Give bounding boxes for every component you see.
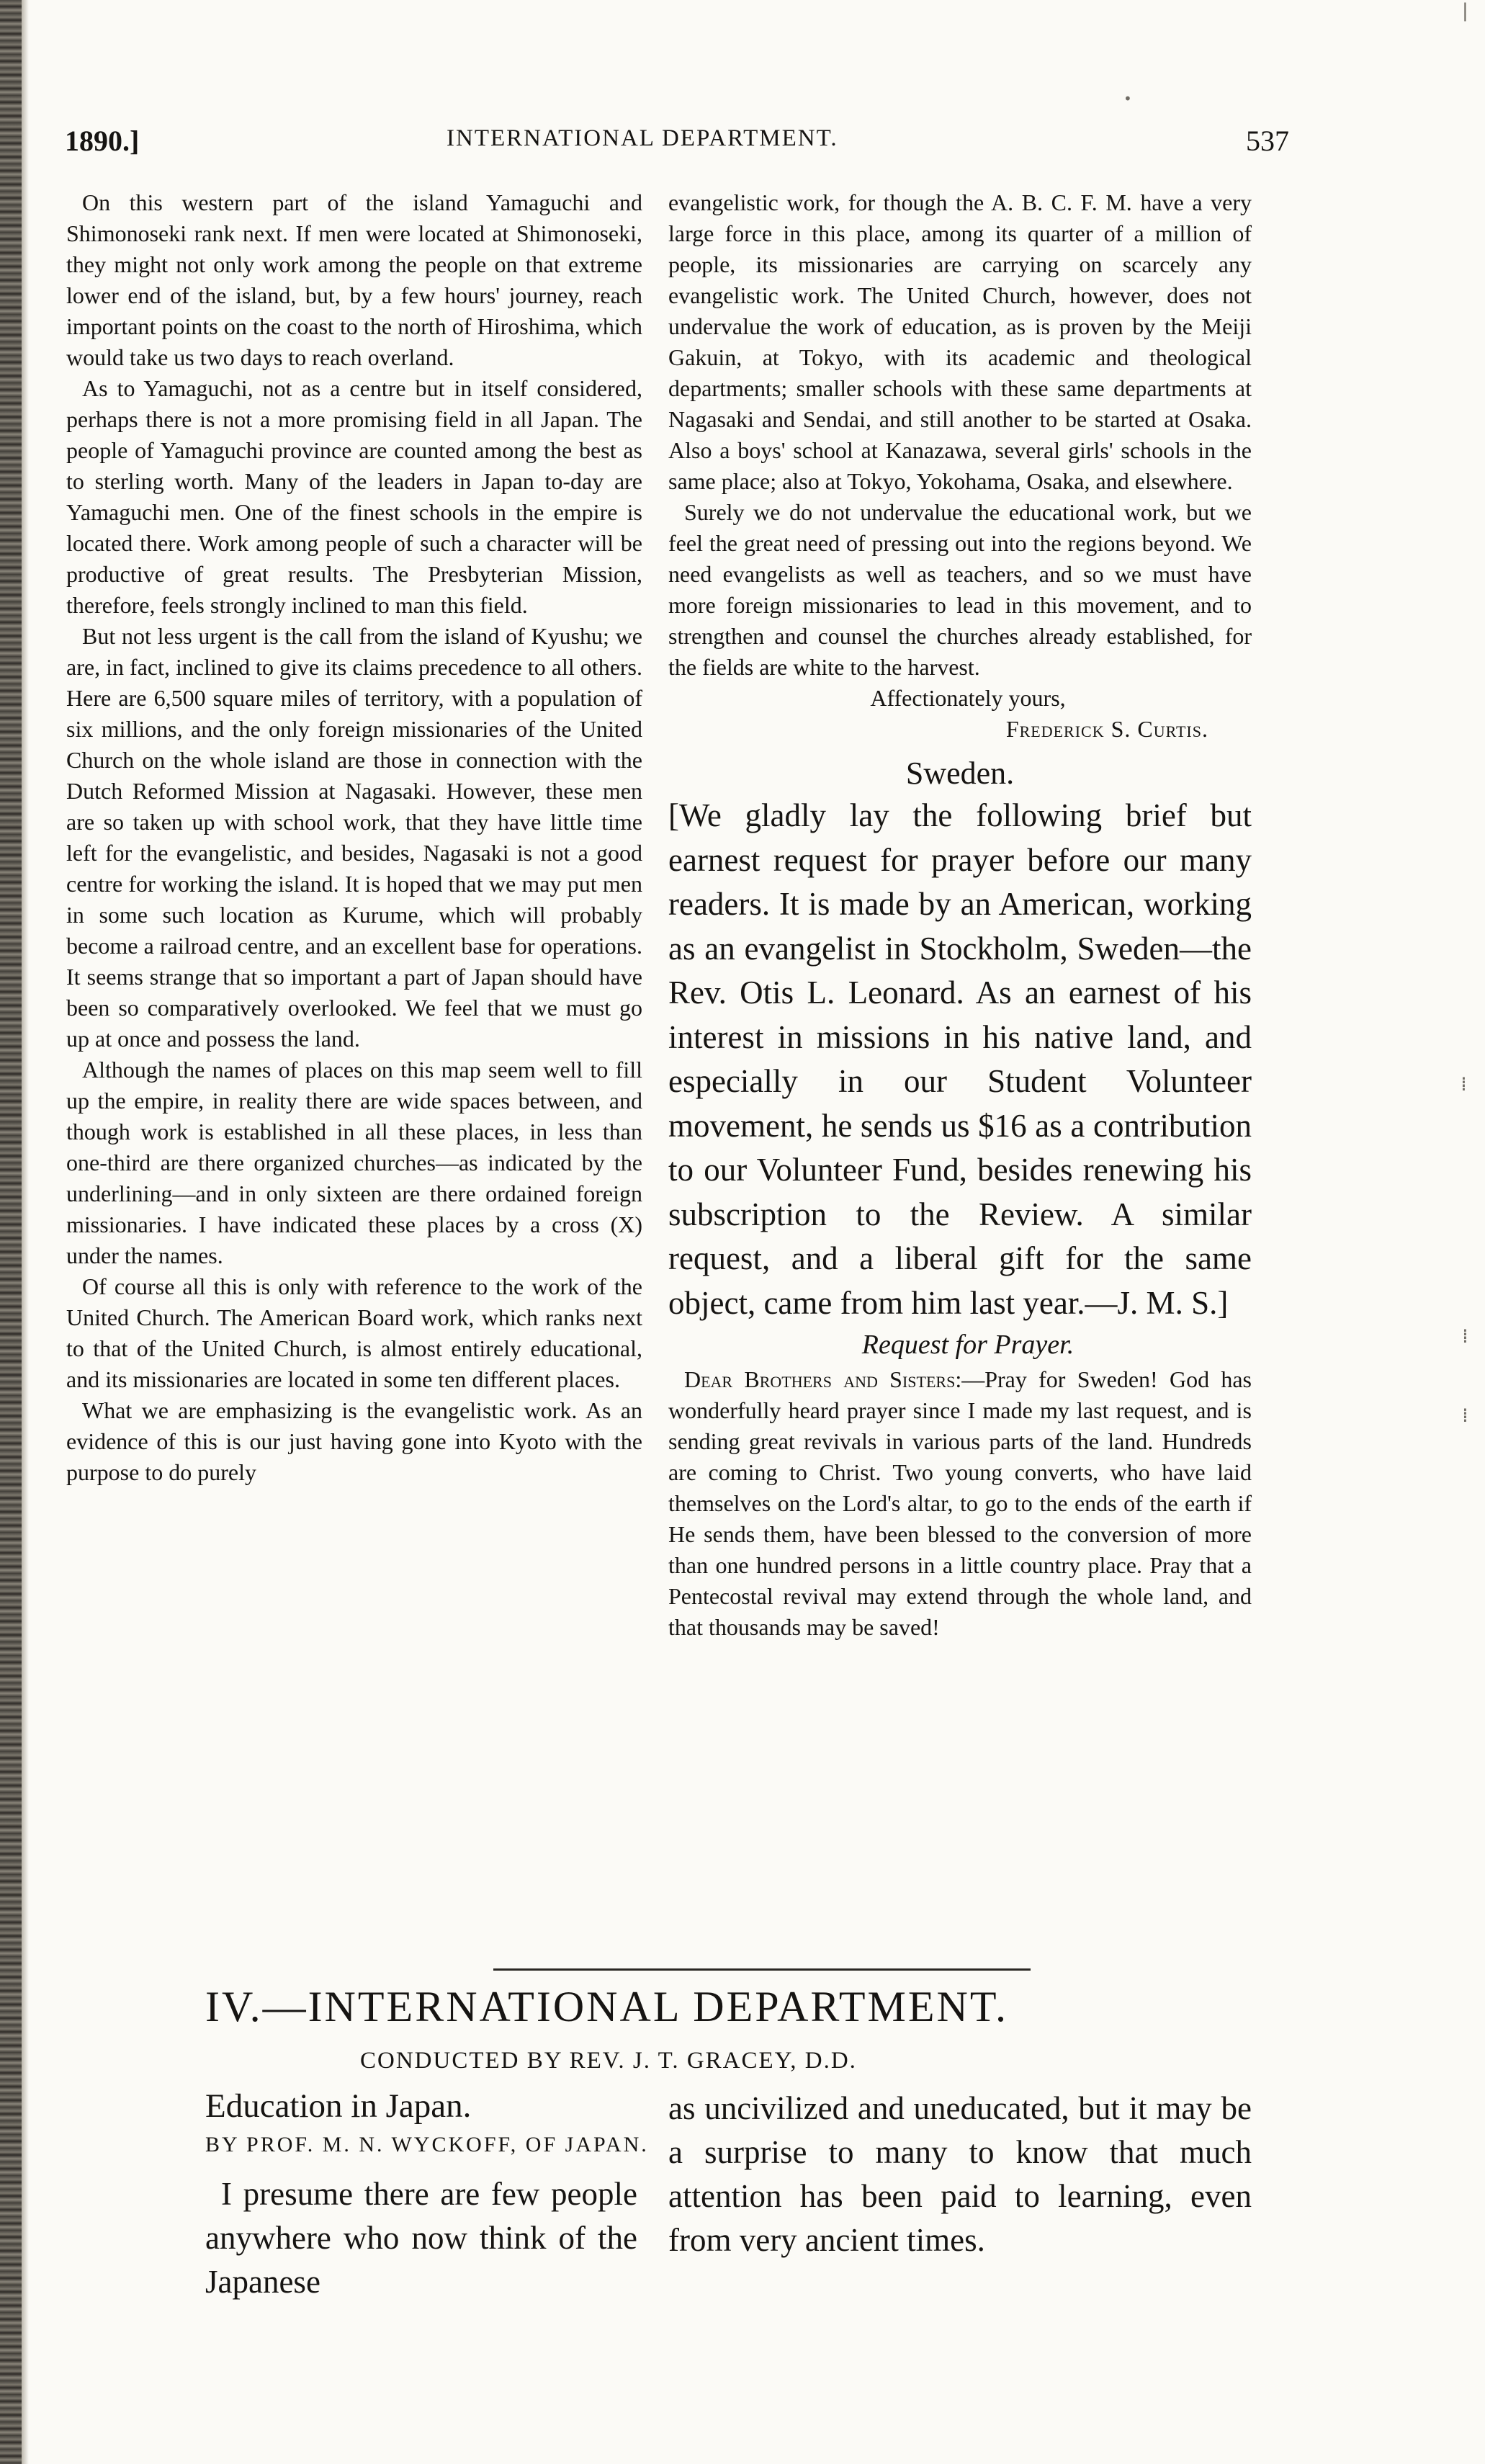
request-body: —Pray for Sweden! God has wonderfully heard prayer since I made my last request, and is sending great revivals in various parts of the land. Hundreds are coming to Christ. Two young converts, who have laid themselves on the Lord's altar, to go to the ends of the earth if He sends them, have been blessed to the conversion of more than one hundred persons in a little country place. Pray that a Pentecostal revival may extend through the whole land, and that thousands may be saved! — [668, 1366, 1252, 1640]
request-salutation: Dear Brothers and Sisters: — [684, 1366, 962, 1392]
left-column — [66, 187, 642, 1488]
letter-closing: Affectionately yours, — [870, 685, 1066, 711]
running-header — [65, 124, 1289, 160]
ink-speck: • — [1123, 90, 1132, 107]
paragraph: As to Yamaguchi, not as a centre but in itself considered, perhaps there is not a more promising field in all Japan. The people of Yamaguchi province are counted among the best as to sterling worth. Many of the leaders in Japan to-day are Yamaguchi men. One of the finest schools in the empire is located there. Work among people of such a character will be productive of great results. The Presbyterian Mission, therefore, feels strongly inclined to man this field. — [66, 375, 642, 618]
department-heading: IV.—INTERNATIONAL DEPARTMENT. — [205, 1983, 1009, 2030]
paragraph: evangelistic work, for though the A. B. C. F. M. have a very large force in this place, among its quarter of a million of people, its missionaries are carrying on scarcely any evangelistic work. The United Church, however, does not undervalue the work of education, as is proven by the Meiji Gakuin, at Tokyo, with its academic and theological departments; smaller schools with these same departments at Nagasaki and Sendai, and still another to be started at Osaka. Also a boys' school at Kanazawa, several girls' schools in the same place; also at Tokyo, Yokohama, Osaka, and elsewhere. — [668, 189, 1252, 494]
binding-edge — [0, 0, 22, 2464]
article-left-column — [205, 2172, 637, 2304]
paragraph: as uncivilized and uneducated, but it may be a surprise to many to know that much attention has been paid to learning, even from very ancient times. — [668, 2090, 1252, 2258]
section-divider — [493, 1968, 1031, 1971]
paragraph: But not less urgent is the call from the island of Kyushu; we are, in fact, inclined to give its claims precedence to all others. Here are 6,500 square miles of territory, with a population of six millions, and the only foreign missionaries of the United Church on the whole island are those in connection with the Dutch Reformed Mission at Nagasaki. However, these men are so taken up with school work, that they have little time left for the evangelistic, and besides, Nagasaki is not a good centre for working the island. It is hoped that we may put men in some such location as Kurume, which will probably become a railroad centre, and an excellent base for operations. It seems strange that so important a part of Japan should have been so comparatively overlooked. We feel that we must go up at once and possess the land. — [66, 623, 642, 1052]
article-byline: BY PROF. M. N. WYCKOFF, OF JAPAN. — [205, 2133, 649, 2156]
sweden-heading: Sweden. — [905, 756, 1015, 791]
letter-signature: Frederick S. Curtis. — [1005, 716, 1208, 742]
right-column — [668, 187, 1252, 1643]
editorial-notice: [We gladly lay the following brief but earnest request for prayer before our many readers. It is made by an American, working as an evangelist in Stockholm, Sweden—the Rev. Otis L. Leonard. As an earnest of his interest in missions in his native land, and especially in our Student Volunteer movement, he sends us $16 as a contribution to our Volunteer Fund, besides renewing his subscription to the Review. A similar request, and a liberal gift for the same object, came from him last year.—J. M. S.] — [668, 797, 1252, 1321]
request-title: Request for Prayer. — [861, 1330, 1075, 1360]
paragraph: Of course all this is only with reference to the work of the United Church. The American Board work, which ranks next to that of the United Church, is almost entirely educational, and its missionaries are located in some ten different places. — [66, 1273, 642, 1392]
paragraph: Surely we do not undervalue the educational work, but we feel the great need of pressing out into the regions beyond. We need evangelists as well as teachers, and so we must have more foreign missionaries to lead in this movement, and to strengthen and counsel the churches already established, for the fields are white to the harvest. — [668, 499, 1252, 680]
header-section: INTERNATIONAL DEPARTMENT. — [447, 125, 838, 151]
paragraph: On this western part of the island Yamaguchi and Shimonoseki rank next. If men were located at Shimonoseki, they might not only work among the people on that extreme lower end of the island, but, by a few hours' journey, reach important points on the coast to the north of Hiroshima, which would take us two days to reach overland. — [66, 189, 642, 370]
article-right-column — [668, 2087, 1252, 2262]
request-text — [668, 1364, 1252, 1643]
margin-mark: ⁞ — [1461, 1072, 1467, 1096]
paragraph: What we are emphasizing is the evangelistic work. As an evidence of this is our just having gone into Kyoto with the purpose to do purely — [66, 1397, 642, 1485]
margin-mark: ⁞ — [1462, 1403, 1468, 1427]
paragraph: Although the names of places on this map seem well to fill up the empire, in reality there are wide spaces between, and though work is established in all these places, in less than one-third are there organized churches—as indicated by the underlining—and in only sixteen are there ordained foreign missionaries. I have indicated these places by a cross (X) under the names. — [66, 1057, 642, 1268]
margin-mark: | — [1462, 0, 1468, 22]
header-page-number: 537 — [1246, 125, 1289, 157]
paragraph: I presume there are few people anywhere who now think of the Japanese — [205, 2176, 637, 2300]
margin-mark: ⁞ — [1462, 1324, 1468, 1348]
header-year: 1890.] — [65, 125, 140, 157]
conducted-by-line: CONDUCTED BY REV. J. T. GRACEY, D.D. — [360, 2048, 857, 2074]
binding-shadow — [22, 0, 29, 2464]
article-title: Education in Japan. — [205, 2087, 472, 2125]
